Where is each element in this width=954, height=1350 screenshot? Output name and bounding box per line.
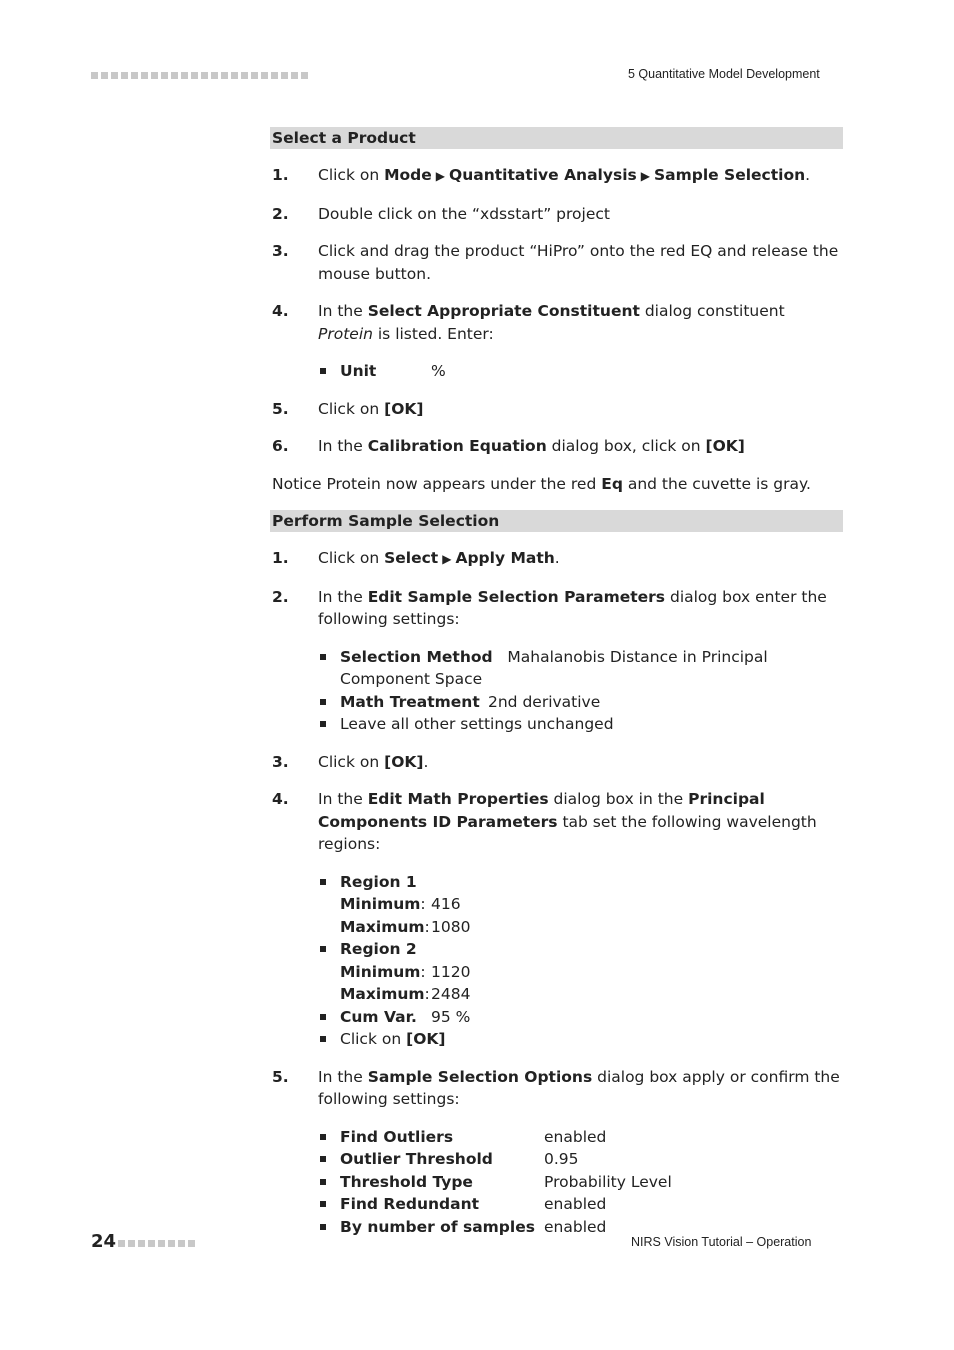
setting-value: 95 %: [431, 1007, 471, 1026]
dialog-name: Sample Selection Options: [367, 1067, 593, 1086]
arrow-right-icon: ▶: [435, 169, 446, 183]
text: dialog box in the: [548, 790, 689, 808]
list-item: [318, 938, 843, 1006]
options-list: [318, 1126, 843, 1239]
setting-label: By number of samples: [340, 1217, 535, 1236]
setting-value: 0.95: [544, 1150, 579, 1168]
step: [270, 164, 843, 188]
constituent-name: Protein: [318, 324, 373, 343]
step-text: [318, 300, 843, 345]
step-number: 5.: [272, 399, 289, 418]
step-text: Click and drag the product “HiPro” onto the red EQ and release the mouse button.: [318, 242, 839, 283]
step: [270, 398, 843, 421]
setting-value: 416: [431, 895, 461, 913]
header-dots: [91, 72, 308, 79]
list-item: [318, 691, 843, 714]
list-item: [318, 1148, 843, 1171]
setting-value: Probability Level: [544, 1172, 672, 1191]
step-number: 1.: [272, 166, 289, 184]
list-item: [318, 646, 843, 691]
text: .: [805, 166, 811, 184]
note-text: [270, 473, 843, 496]
text: tab set the following wavelength regions:: [318, 812, 817, 853]
dialog-name: Edit Math Properties: [367, 790, 549, 808]
setting-value: Mahalanobis Distance in Principal Component Space: [340, 647, 768, 688]
ok-label: [OK]: [384, 752, 424, 771]
main-content: [270, 127, 843, 1238]
text: Minimum: [340, 895, 421, 913]
setting-label: Find Redundant: [340, 1195, 480, 1213]
text: Notice Protein now appears under the red: [272, 474, 602, 493]
text: dialog constituent: [639, 302, 785, 320]
text: Click on: [318, 399, 385, 418]
setting-label: Minimum:: [340, 962, 426, 981]
setting-value: 2nd derivative: [488, 692, 601, 711]
step-number: 4.: [272, 790, 289, 808]
text: dialog box enter the following settings:: [318, 587, 827, 628]
step: [270, 751, 843, 774]
setting-value: enabled: [544, 1217, 607, 1236]
text: .: [554, 549, 560, 567]
menu-apply-math: Apply Math: [455, 549, 555, 567]
text: Click on: [318, 166, 385, 184]
text: .: [423, 752, 429, 771]
setting-label: Maximum:: [340, 985, 430, 1003]
setting-label: Outlier Threshold: [340, 1150, 493, 1168]
text: Click on: [340, 1030, 407, 1048]
setting-label: Minimum:: [340, 895, 426, 913]
step-number: 5.: [272, 1067, 289, 1086]
step-number: 3.: [272, 752, 289, 771]
text: In the: [318, 587, 368, 606]
step-number: 3.: [272, 242, 289, 260]
arrow-right-icon: ▶: [442, 552, 452, 566]
text: Click on: [318, 549, 385, 567]
step-text: [318, 788, 843, 856]
setting-value: 2484: [431, 985, 471, 1003]
setting-label: Selection Method: [340, 647, 493, 666]
section-title-perform-sample-selection: Perform Sample Selection: [270, 510, 843, 532]
step-text: [318, 586, 843, 631]
step: [270, 586, 843, 631]
setting-value: 1080: [431, 917, 471, 936]
setting-label: Cum Var.: [340, 1007, 417, 1026]
page-number: 24: [91, 1231, 117, 1252]
setting-label: Find Outliers: [340, 1127, 454, 1146]
list-item: [318, 871, 843, 939]
region-name: Region 2: [340, 940, 417, 958]
step: [270, 788, 843, 856]
document-title: NIRS Vision Tutorial – Operation: [631, 1235, 812, 1249]
text: In the: [318, 437, 368, 455]
menu-quantitative-analysis: Quantitative Analysis: [449, 166, 637, 184]
footer-dots: [118, 1240, 195, 1247]
step-text: [318, 398, 843, 421]
section-title-select-product: Select a Product: [270, 127, 843, 149]
step-text: Double click on the “xdsstart” project: [318, 204, 610, 223]
region-list: [318, 871, 843, 1051]
setting-value: 1120: [431, 962, 471, 981]
list-item: [318, 1171, 843, 1194]
text: is listed. Enter:: [372, 324, 494, 343]
unit-list: [318, 360, 843, 383]
text: Click on: [318, 752, 385, 771]
setting-value: enabled: [544, 1195, 607, 1213]
list-item: [318, 1028, 843, 1051]
ok-label: [OK]: [406, 1030, 446, 1048]
text: dialog box apply or confirm the following settings:: [318, 1067, 840, 1108]
text: dialog box, click on: [546, 437, 706, 455]
list-item: [318, 1006, 843, 1029]
step-number: 4.: [272, 302, 289, 320]
dialog-name: Calibration Equation: [367, 437, 547, 455]
step: [270, 1066, 843, 1111]
menu-select: Select: [384, 549, 439, 567]
step-text: [318, 164, 843, 188]
list-item: Leave all other settings unchanged: [318, 713, 843, 736]
tab-name: Principal Components ID Parameters: [318, 790, 765, 831]
step-text: [318, 547, 843, 571]
step-text: [318, 435, 843, 458]
step-number: 1.: [272, 549, 289, 567]
setting-label: Threshold Type: [340, 1172, 473, 1191]
step: [270, 547, 843, 571]
setting-value: %: [431, 362, 446, 380]
text: Minimum: [340, 962, 421, 981]
menu-mode: Mode: [384, 166, 432, 184]
text: Maximum: [340, 985, 425, 1003]
step: [270, 240, 843, 285]
setting-label: Math Treatment: [340, 692, 480, 711]
setting-label: Unit: [340, 362, 377, 380]
step: [270, 300, 843, 345]
step-text: [318, 751, 843, 774]
step: [270, 435, 843, 458]
dialog-name: Edit Sample Selection Parameters: [367, 587, 666, 606]
step-text: [318, 1066, 843, 1111]
ok-label: [OK]: [384, 399, 424, 418]
step-number: 6.: [272, 437, 289, 455]
dialog-name: Select Appropriate Constituent: [367, 302, 640, 320]
text: and the cuvette is gray.: [622, 474, 811, 493]
setting-value: enabled: [544, 1127, 607, 1146]
eq-label: Eq: [601, 474, 623, 493]
step-number: 2.: [272, 204, 289, 223]
setting-label: Maximum:: [340, 917, 430, 936]
step: [270, 203, 843, 226]
list-item: [318, 1126, 843, 1149]
menu-sample-selection: Sample Selection: [653, 166, 806, 184]
list-item: [318, 360, 843, 383]
region-name: Region 1: [340, 872, 417, 891]
text: In the: [318, 302, 368, 320]
ok-label: [OK]: [705, 437, 745, 455]
list-item: [318, 1193, 843, 1216]
selection-settings-list: [318, 646, 843, 736]
arrow-right-icon: ▶: [640, 169, 650, 183]
chapter-title: 5 Quantitative Model Development: [628, 67, 820, 81]
text: In the: [318, 790, 368, 808]
text: In the: [318, 1067, 368, 1086]
step-number: 2.: [272, 587, 289, 606]
text: Maximum: [340, 917, 425, 936]
